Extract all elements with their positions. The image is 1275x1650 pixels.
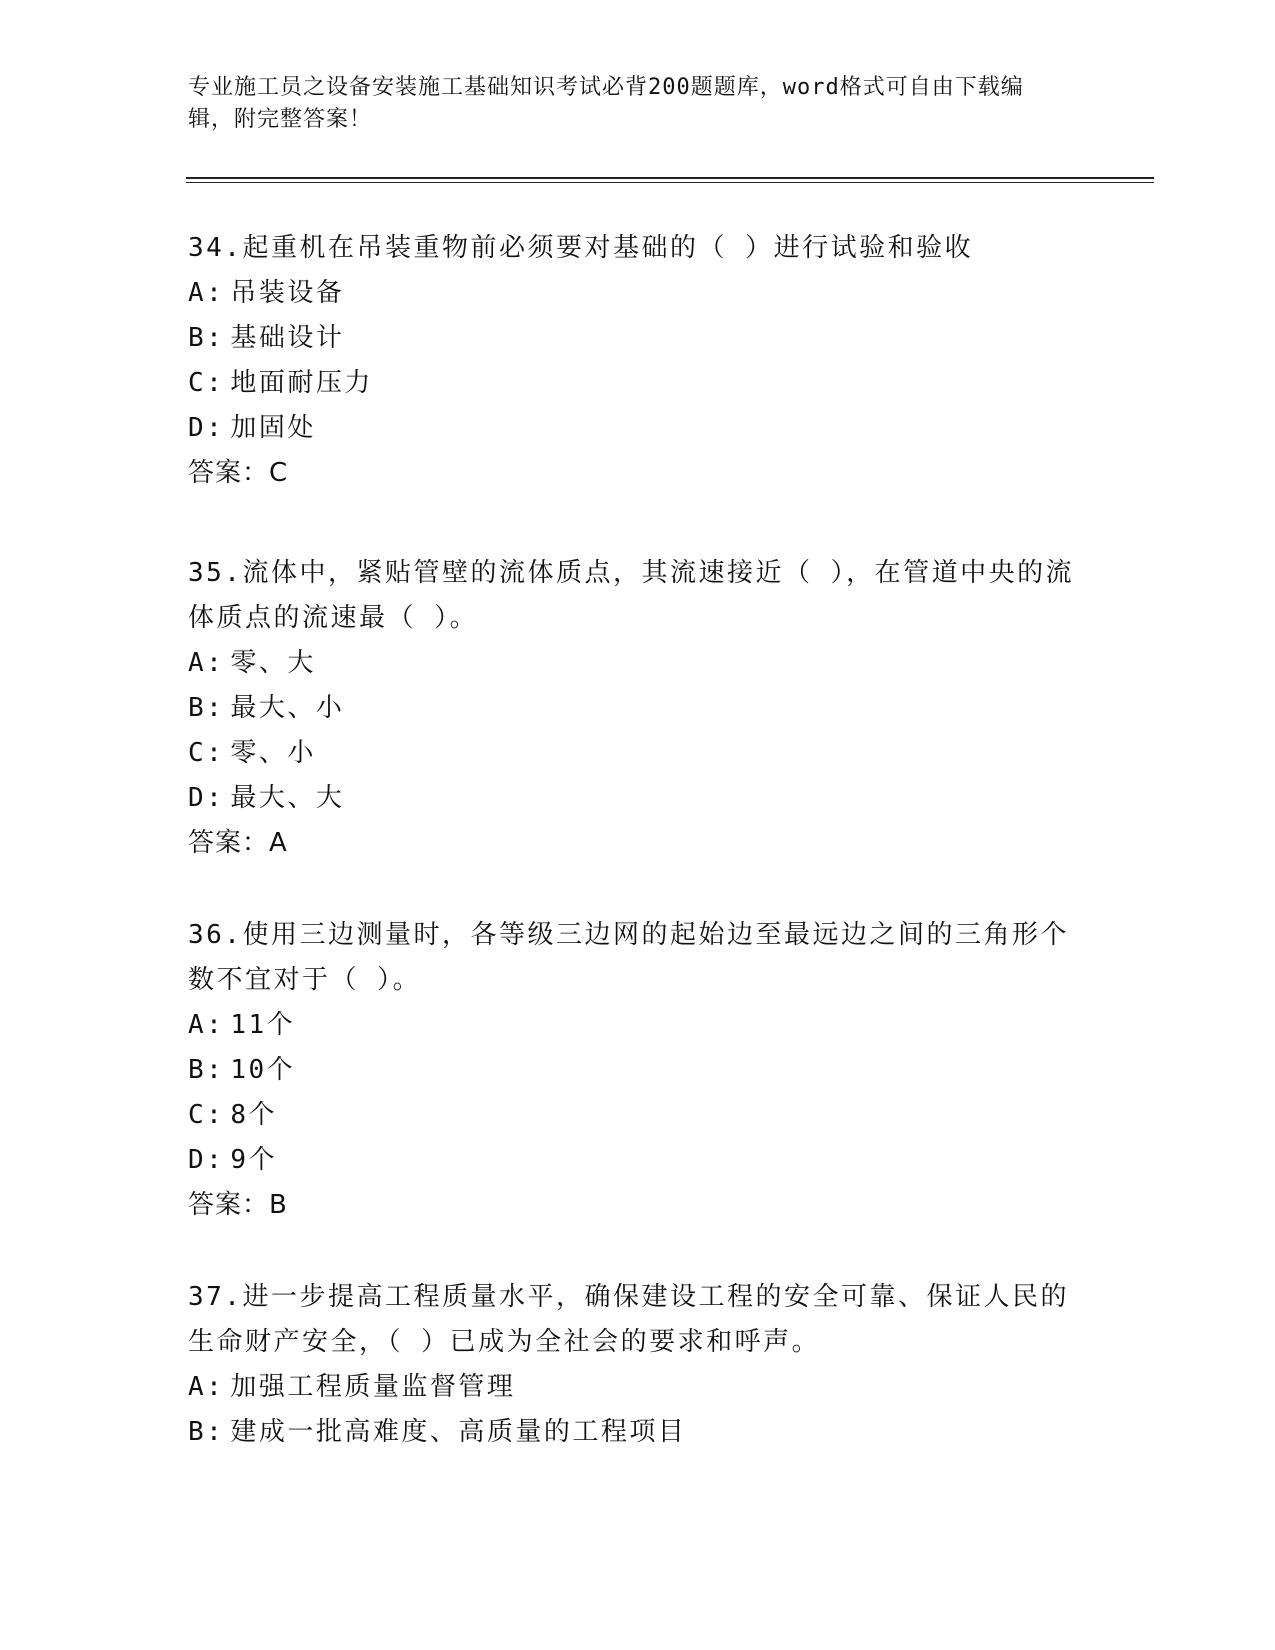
option-letter: A: [188,1010,225,1040]
option-letter: B: [188,1055,225,1085]
answer-line: 答案：C [188,458,289,488]
question-number: 36. [188,920,243,950]
option-c [188,731,1088,776]
option-text: 吊装设备 [230,278,345,308]
option-text: 基础设计 [230,323,345,353]
question-text [188,913,1088,1003]
question-text [188,226,1088,271]
answer-line: 答案：B [188,1190,288,1220]
option-letter: A: [188,648,225,678]
option-text: 最大、大 [230,783,345,813]
option-text: 8个 [230,1100,277,1130]
option-text: 零、大 [230,648,316,678]
question-stem: 进一步提高工程质量水平，确保建设工程的安全可靠、保证人民的生命财产安全，（ ）已成为全社会的要求和呼声。 [188,1282,1069,1357]
option-text: 9个 [230,1145,277,1175]
option-text: 10个 [230,1055,296,1085]
option-b [188,1048,1088,1093]
question-number: 37. [188,1282,243,1312]
option-text: 加固处 [230,413,316,443]
option-letter: B: [188,693,225,723]
question-35 [188,551,1088,866]
option-letter: A: [188,1372,225,1402]
option-a [188,271,1088,316]
option-d [188,406,1088,451]
option-letter: C: [188,1100,225,1130]
option-b [188,1410,1088,1455]
option-c [188,1093,1088,1138]
option-d [188,776,1088,821]
question-number: 35. [188,558,243,588]
option-b [188,686,1088,731]
option-letter: D: [188,783,225,813]
option-letter: C: [188,738,225,768]
option-letter: C: [188,368,225,398]
question-stem: 流体中，紧贴管壁的流体质点，其流速接近（ ），在管道中央的流体质点的流速最（ ）。 [188,558,1075,633]
option-text: 加强工程质量监督管理 [230,1372,516,1402]
option-d [188,1138,1088,1183]
option-letter: B: [188,323,225,353]
document-header: 专业施工员之设备安装施工基础知识考试必背200题题库，word格式可自由下载编辑，附完整答案！ [188,75,1024,132]
option-a [188,641,1088,686]
option-b [188,316,1088,361]
option-text: 11个 [230,1010,296,1040]
option-text: 零、小 [230,738,316,768]
option-text: 建成一批高难度、高质量的工程项目 [230,1417,687,1447]
option-letter: B: [188,1417,225,1447]
question-stem: 使用三边测量时，各等级三边网的起始边至最远边之间的三角形个数不宜对于（ ）。 [188,920,1069,995]
option-letter: D: [188,1145,225,1175]
question-text [188,1275,1088,1365]
option-a [188,1365,1088,1410]
option-c [188,361,1088,406]
question-stem: 起重机在吊装重物前必须要对基础的（ ）进行试验和验收 [242,233,974,263]
question-37 [188,1275,1088,1455]
header-divider [186,177,1154,183]
question-number: 34. [188,233,243,263]
option-text: 地面耐压力 [230,368,373,398]
question-36 [188,913,1088,1228]
question-34 [188,226,1088,496]
answer-line: 答案：A [188,828,288,858]
question-text [188,551,1088,641]
option-a [188,1003,1088,1048]
option-letter: A: [188,278,225,308]
option-letter: D: [188,413,225,443]
option-text: 最大、小 [230,693,345,723]
